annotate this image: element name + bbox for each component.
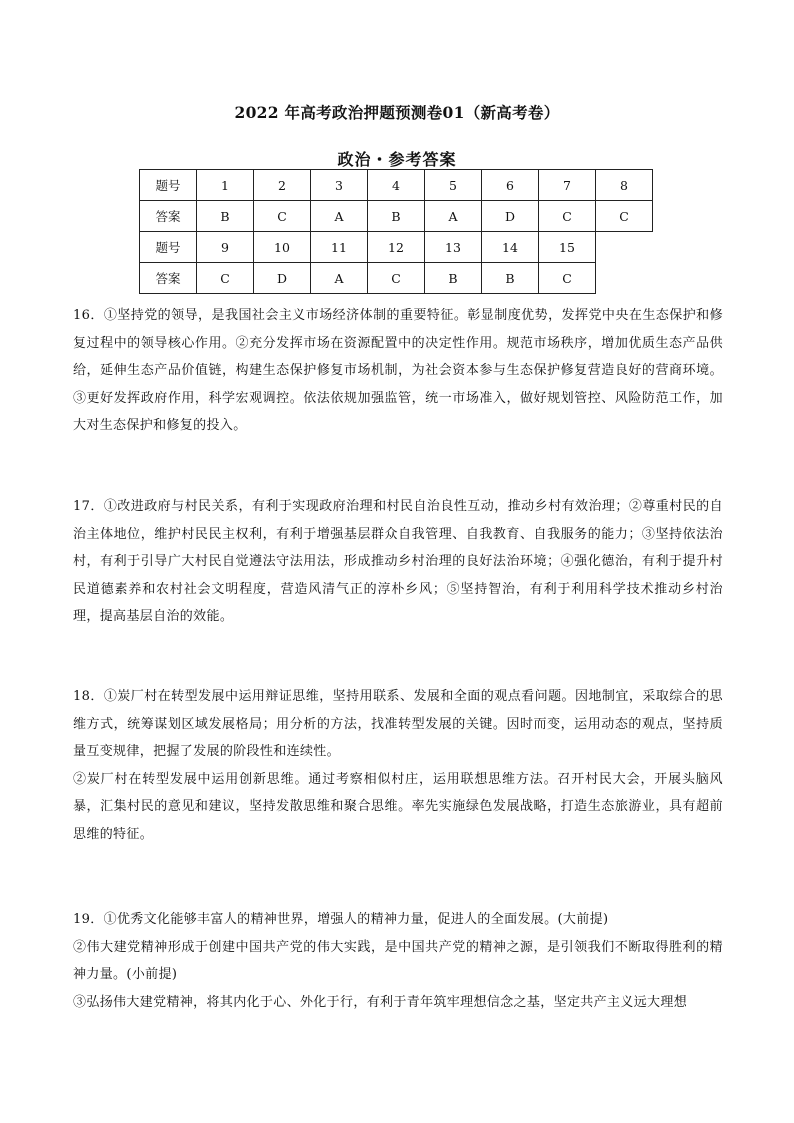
answer-value: C <box>368 263 425 294</box>
question-number: 4 <box>368 170 425 201</box>
empty-cell <box>596 263 653 294</box>
answer-value: B <box>197 201 254 232</box>
answer-label: 答案 <box>140 201 197 232</box>
answer-17 <box>73 493 723 631</box>
question-number: 6 <box>482 170 539 201</box>
answer-paragraph: 19．①优秀文化能够丰富人的精神世界，增强人的精神力量，促进人的全面发展。(大前提) <box>73 912 609 927</box>
answer-16 <box>73 302 723 440</box>
answer-paragraph: ③弘扬伟大建党精神，将其内化于心、外化于行，有利于青年筑牢理想信念之基，坚定共产主义远大理想 <box>73 994 688 1010</box>
answer-paragraph: 16．①坚持党的领导，是我国社会主义市场经济体制的重要特征。彰显制度优势，发挥党中央在生态保护和修复过程中的领导核心作用。②充分发挥市场在资源配置中的决定性作用。规范市场秩序，增加优质生态产品供给，延伸生态产品价值链，构建生态保护修复市场机制，为社会资本参与生态保护修复营造良好的营商环境。③更好发挥政府作用，科学宏观调控。依法依规加强监管，统一市场准入，做好规划管控、风险防范工作，加大对生态保护和修复的投入。 <box>73 308 723 434</box>
answer-value: C <box>539 263 596 294</box>
answer-value: A <box>311 201 368 232</box>
question-label: 题号 <box>140 232 197 263</box>
question-number: 12 <box>368 232 425 263</box>
answer-value: C <box>197 263 254 294</box>
answer-value: C <box>596 201 653 232</box>
question-number: 13 <box>425 232 482 263</box>
empty-cell <box>596 232 653 263</box>
question-number: 11 <box>311 232 368 263</box>
question-number: 14 <box>482 232 539 263</box>
question-number: 2 <box>254 170 311 201</box>
question-row-2 <box>140 232 653 263</box>
answer-paragraph: ②炭厂村在转型发展中运用创新思维。通过考察相似村庄，运用联想思维方法。召开村民大会，开展头脑风暴，汇集村民的意见和建议，坚持发散思维和聚合思维。率先实施绿色发展战略，打造生态旅游业，具有超前思维的特征。 <box>73 771 723 842</box>
answer-row-2 <box>140 263 653 294</box>
answer-value: B <box>482 263 539 294</box>
question-number: 5 <box>425 170 482 201</box>
answer-value: C <box>254 201 311 232</box>
answer-row-1 <box>140 201 653 232</box>
page-title: 2022 年高考政治押题预测卷01（新高考卷） <box>234 103 560 122</box>
answer-value: D <box>254 263 311 294</box>
question-number: 7 <box>539 170 596 201</box>
answer-paragraph: 17．①改进政府与村民关系，有利于实现政府治理和村民自治良性互动，推动乡村有效治理；②尊重村民的自治主体地位，维护村民民主权利，有利于增强基层群众自我管理、自我教育、自我服务的能力；③坚持依法治村，有利于引导广大村民自觉遵法守法用法，形成推动乡村治理的良好法治环境；④强化德治，有利于提升村民道德素养和农村社会文明程度，营造风清气正的淳朴乡风；⑤坚持智治，有利于利用科学技术推动乡村治理，提高基层自治的效能。 <box>73 499 723 625</box>
answer-paragraph: ②伟大建党精神形成于创建中国共产党的伟大实践，是中国共产党的精神之源，是引领我们不断取得胜利的精神力量。(小前提) <box>73 939 723 983</box>
answer-value: A <box>425 201 482 232</box>
answer-value: A <box>311 263 368 294</box>
answer-table <box>139 169 653 294</box>
question-number: 8 <box>596 170 653 201</box>
answer-18 <box>73 683 723 849</box>
question-number: 10 <box>254 232 311 263</box>
question-number: 15 <box>539 232 596 263</box>
question-label: 题号 <box>140 170 197 201</box>
answer-label: 答案 <box>140 263 197 294</box>
answer-19 <box>73 906 723 1016</box>
answer-value: D <box>482 201 539 232</box>
answer-paragraph: 18．①炭厂村在转型发展中运用辩证思维，坚持用联系、发展和全面的观点看问题。因地制宜，采取综合的思维方式，统筹谋划区域发展格局；用分析的方法，找准转型发展的关键。因时而变，运用动态的观点，坚持质量互变规律，把握了发展的阶段性和连续性。 <box>73 689 723 760</box>
question-row-1 <box>140 170 653 201</box>
answer-value: B <box>368 201 425 232</box>
answer-value: B <box>425 263 482 294</box>
question-number: 1 <box>197 170 254 201</box>
answer-value: C <box>539 201 596 232</box>
question-number: 9 <box>197 232 254 263</box>
answer-key-subtitle: 政治・参考答案 <box>337 150 457 169</box>
question-number: 3 <box>311 170 368 201</box>
